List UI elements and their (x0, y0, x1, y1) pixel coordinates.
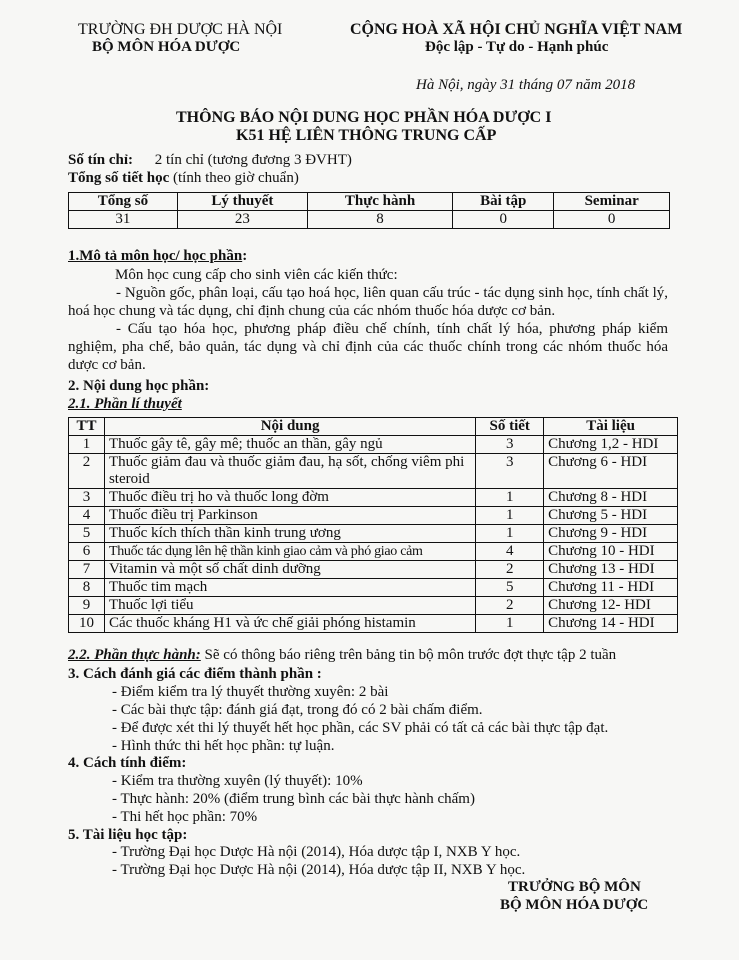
section1-intro: Môn học cung cấp cho sinh viên các kiến thức: (115, 267, 398, 283)
hours-line (68, 169, 299, 187)
org-name: TRƯỜNG ĐH DƯỢC HÀ NỘI (78, 21, 283, 38)
national-motto: Độc lập - Tự do - Hạnh phúc (425, 39, 609, 55)
document-date: Hà Nội, ngày 31 tháng 07 năm 2018 (416, 77, 636, 93)
table-row: 1 Thuốc gây tê, gây mê; thuốc an thần, gây ngủ 3 Chương 1,2 - HDI (69, 436, 678, 454)
list-item: - Hình thức thi hết học phần: tự luận. (112, 738, 335, 754)
list-item: - Các bài thực tập: đánh giá đạt, trong đó có 2 bài chấm điểm. (112, 702, 483, 718)
signature-title: TRƯỞNG BỘ MÔN (508, 879, 641, 895)
section2-sub1: 2.1. Phần lí thuyết (68, 396, 182, 412)
list-item: - Thực hành: 20% (điểm trung bình các bài thực hành chấm) (112, 791, 475, 807)
hours-table-header: Seminar (554, 193, 670, 211)
list-item: - Trường Đại học Dược Hà nội (2014), Hóa dược tập II, NXB Y học. (112, 862, 526, 878)
theory-header-tt: TT (69, 418, 105, 436)
national-title: CỘNG HOÀ XÃ HỘI CHỦ NGHĨA VIỆT NAM (350, 21, 683, 38)
section2-sub2 (68, 646, 616, 664)
hours-table-cell: 8 (307, 211, 452, 229)
theory-header-ref: Tài liệu (544, 418, 678, 436)
theory-table (68, 417, 678, 633)
table-row: 7 Vitamin và một số chất dinh dưỡng 2 Chương 13 - HDI (69, 561, 678, 579)
section1-paragraph: - Cấu tạo hóa học, phương pháp điều chế chính, tính chất lý hóa, phương pháp kiểm nghiệm, pha chế, bảo quản, tác dụng và chỉ định của các thuốc chính trong các nhóm thuốc hóa dược cơ bản. (68, 321, 668, 373)
table-row: 3 Thuốc điều trị ho và thuốc long đờm 1 Chương 8 - HDI (69, 489, 678, 507)
credits-label: Số tín chỉ: (68, 152, 134, 168)
hours-table-cell: 0 (453, 211, 554, 229)
table-row: 9 Thuốc lợi tiểu 2 Chương 12- HDI (69, 597, 678, 615)
section4-heading: 4. Cách tính điểm: (68, 755, 187, 771)
section3-heading: 3. Cách đánh giá các điểm thành phần : (68, 666, 322, 682)
theory-header-content: Nội dung (104, 418, 475, 436)
section1-heading: 1.Mô tả môn học/ học phần: (68, 248, 248, 264)
hours-table-header: Thực hành (307, 193, 452, 211)
hours-table-header: Lý thuyết (177, 193, 307, 211)
list-item: - Thi hết học phần: 70% (112, 809, 258, 825)
theory-header-hours: Số tiết (476, 418, 544, 436)
signature-department: BỘ MÔN HÓA DƯỢC (500, 897, 649, 913)
document-title: THÔNG BÁO NỘI DUNG HỌC PHẦN HÓA DƯỢC I (176, 109, 552, 126)
list-item: - Để được xét thi lý thuyết hết học phần, các SV phải có tất cả các bài thực tập đạt. (112, 720, 609, 736)
credits-line (68, 151, 352, 169)
hours-label: Tổng số tiết học (68, 170, 170, 186)
hours-table-cell: 0 (554, 211, 670, 229)
table-row: 5 Thuốc kích thích thần kinh trung ương 1 Chương 9 - HDI (69, 525, 678, 543)
hours-table-header: Tổng số (69, 193, 178, 211)
table-row: 2 Thuốc giảm đau và thuốc giảm đau, hạ sốt, chống viêm phi steroid 3 Chương 6 - HDI (69, 454, 678, 489)
table-row: 4 Thuốc điều trị Parkinson 1 Chương 5 - HDI (69, 507, 678, 525)
hours-table-cell: 31 (69, 211, 178, 229)
list-item: - Kiểm tra thường xuyên (lý thuyết): 10% (112, 773, 363, 789)
section1-paragraph: - Nguồn gốc, phân loại, cấu tạo hoá học, liên quan cấu trúc - tác dụng sinh học, tính chất lý, hoá học chung và tác dụng, chỉ định chung của các nhóm thuốc hóa dược cơ bản. (68, 285, 668, 319)
credits-value: 2 tín chỉ (tương đương 3 ĐVHT) (154, 152, 352, 168)
table-row: 10 Các thuốc kháng H1 và ức chế giải phóng histamin 1 Chương 14 - HDI (69, 615, 678, 633)
section2-sub2-text: Sẽ có thông báo riêng trên bảng tin bộ môn trước đợt thực tập 2 tuần (204, 647, 617, 663)
hours-table-header: Bài tập (453, 193, 554, 211)
list-item: - Điểm kiểm tra lý thuyết thường xuyên: 2 bài (112, 684, 389, 700)
section5-heading: 5. Tài liệu học tập: (68, 827, 188, 843)
section2-sub2-label: 2.2. Phần thực hành: (68, 647, 201, 663)
list-item: - Trường Đại học Dược Hà nội (2014), Hóa dược tập I, NXB Y học. (112, 844, 521, 860)
hours-table (68, 192, 670, 229)
hours-table-cell: 23 (177, 211, 307, 229)
document-subtitle: K51 HỆ LIÊN THÔNG TRUNG CẤP (236, 127, 497, 144)
department-name: BỘ MÔN HÓA DƯỢC (92, 39, 241, 55)
hours-note: (tính theo giờ chuẩn) (173, 170, 299, 186)
table-row: 6 Thuốc tác dụng lên hệ thần kinh giao cảm và phó giao cảm 4 Chương 10 - HDI (69, 543, 678, 561)
table-row: 8 Thuốc tim mạch 5 Chương 11 - HDI (69, 579, 678, 597)
section2-heading: 2. Nội dung học phần: (68, 378, 210, 394)
